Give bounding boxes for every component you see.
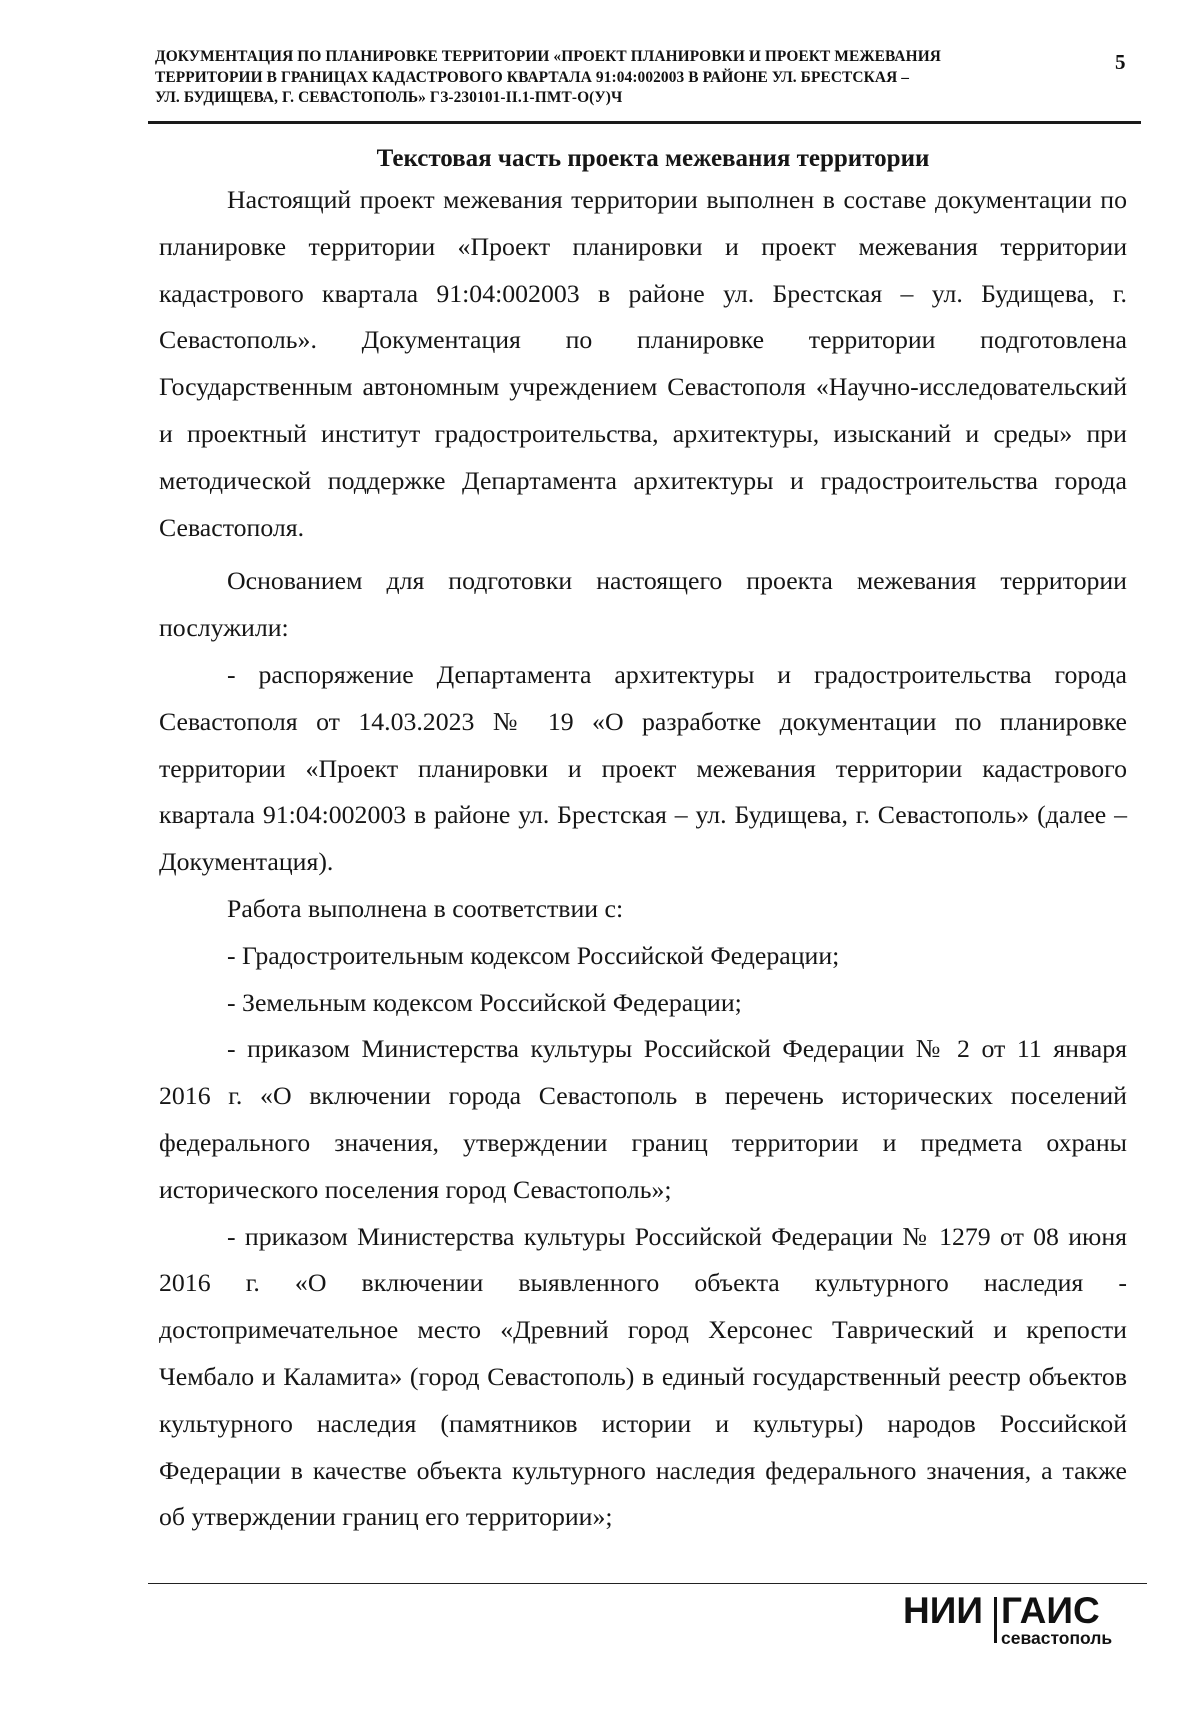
page-number: 5 — [1115, 50, 1126, 74]
section-title: Текстовая часть проекта межевания территории — [376, 145, 930, 172]
header-divider — [148, 121, 1141, 124]
header-line-2: ТЕРРИТОРИИ В ГРАНИЦАХ КАДАСТРОВОГО КВАРТАЛА 91:04:002003 В РАЙОНЕ УЛ. БРЕСТСКАЯ – — [155, 68, 910, 86]
logo-text-gais: ГАИС — [1001, 1590, 1100, 1631]
list-item-order: - распоряжение Департамента архитектуры и градостроительства города Севастополя от 14.03.2023 № 19 «О разработке документации по планировке территории «Проект планировки и проект межевания территории кадастрового квартала 91:04:002003 в районе ул. Брестская – ул. Будищева, г. Севастополь» (далее – Документация). — [159, 659, 1127, 877]
list-item-land-code: - Земельным кодексом Российской Федерации; — [227, 987, 742, 1017]
list-item-order-2: - приказом Министерства культуры Российской Федерации № 2 от 11 января 2016 г. «О включении города Севастополь в перечень исторических поселений федерального значения, утверждении границ территории и предмета охраны исторического поселения город Севастополь»; — [159, 1034, 1127, 1204]
paragraph-intro: Настоящий проект межевания территории выполнен в составе документации по планировке территории «Проект планировки и проект межевания территории кадастрового квартала 91:04:002003 в районе ул. Брестская – ул. Будищева, г. Севастополь». Документация по планировке территории подготовлена Государственным автономным учреждением Севастополя «Научно-исследовательский и проектный институт градостроительства, архитектуры, изысканий и среды» при методической поддержке Департамента архитектуры и градостроительства города Севастополя. — [159, 185, 1127, 542]
logo-divider — [994, 1597, 997, 1643]
list-item-urban-code: - Градостроительным кодексом Российской Федерации; — [227, 940, 840, 970]
logo-text-nii: НИИ — [903, 1590, 983, 1631]
paragraph-basis: Основанием для подготовки настоящего проекта межевания территории послужили: — [159, 566, 1127, 643]
logo-subtitle: севастополь — [1001, 1628, 1113, 1648]
header-line-3: УЛ. БУДИЩЕВА, Г. СЕВАСТОПОЛЬ» ГЗ-230101-II.1-ПМТ-О(У)Ч — [155, 89, 623, 106]
footer-divider — [148, 1583, 1147, 1584]
niigais-logo — [903, 1591, 1163, 1655]
header-line-1: ДОКУМЕНТАЦИЯ ПО ПЛАНИРОВКЕ ТЕРРИТОРИИ «ПРОЕКТ ПЛАНИРОВКИ И ПРОЕКТ МЕЖЕВАНИЯ — [155, 48, 941, 65]
paragraph-compliance: Работа выполнена в соответствии с: — [227, 893, 624, 923]
document-body — [159, 140, 1127, 1541]
list-item-order-1279: - приказом Министерства культуры Российской Федерации № 1279 от 08 июня 2016 г. «О включении выявленного объекта культурного наследия - достопримечательное место «Древний город Херсонес Таврический и крепости Чембало и Каламита» (город Севастополь) в единый государственный реестр объектов культурного наследия (памятников истории и культуры) народов Российской Федерации в качестве объекта культурного наследия федерального значения, а также об утверждении границ его территории»; — [159, 1221, 1127, 1532]
running-header — [155, 47, 1055, 109]
